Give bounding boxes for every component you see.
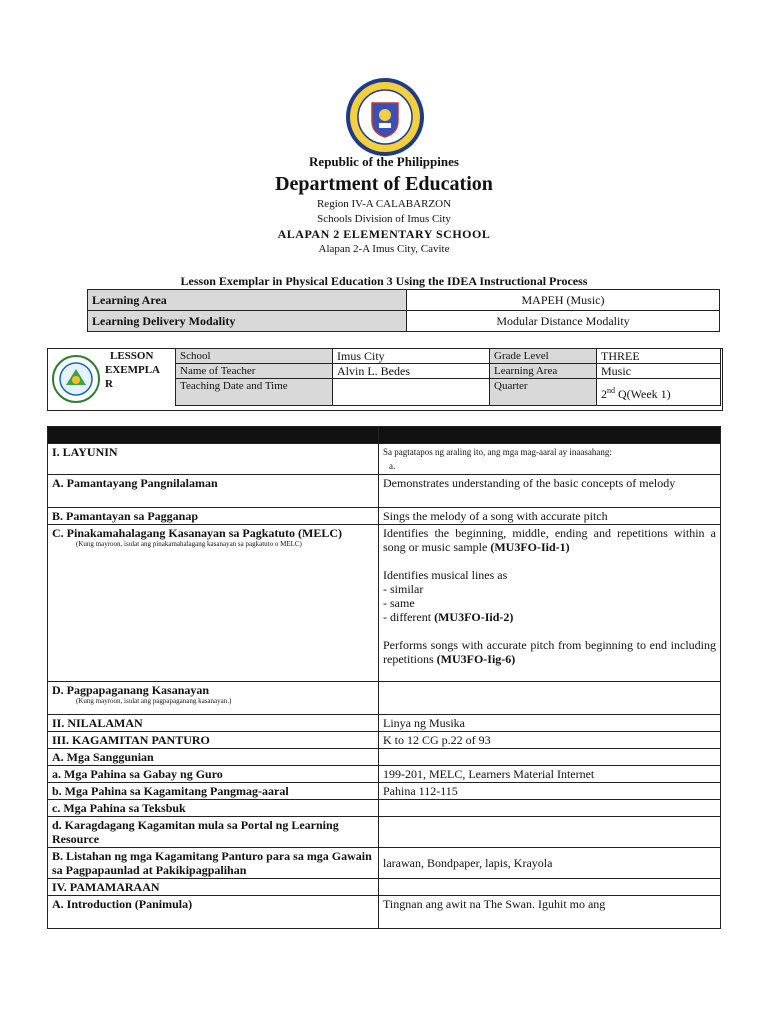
quarter-value: 2nd Q(Week 1) [597, 379, 721, 406]
teacher-label: Name of Teacher [176, 364, 333, 379]
school-logo [52, 355, 100, 403]
nilalaman-value: Linya ng Musika [379, 715, 721, 732]
melc-label: C. Pinakamahalagang Kasanayan sa Pagkatuto (MELC) (Kung mayroon, isulat ang pinakamahalagang kasanayan sa pagkatuto o MELC) [48, 525, 379, 682]
portal-value [379, 817, 721, 848]
learning-area-label: Learning Area [88, 290, 407, 311]
pamantayang-pangnilalaman-label: A. Pamantayang Pangnilalaman [48, 475, 379, 508]
division-line: Schools Division of Imus City [317, 213, 451, 225]
kagamitan-value: K to 12 CG p.22 of 93 [379, 732, 721, 749]
pamamaraan-label: IV. PAMAMARAAN [48, 879, 379, 896]
lesson-exemplar-label: LESSON EXEMPLA R [105, 350, 160, 390]
republic-heading: Republic of the Philippines [309, 154, 459, 169]
modality-label: Learning Delivery Modality [88, 311, 407, 332]
grade-label: Grade Level [490, 349, 597, 364]
grade-value: THREE [597, 349, 721, 364]
gabay-guro-label: a. Mga Pahina sa Gabay ng Guro [48, 766, 379, 783]
school-value: Imus City [333, 349, 490, 364]
teacher-value: Alvin L. Bedes [333, 364, 490, 379]
gabay-guro-value: 199-201, MELC, Learners Material Internet [379, 766, 721, 783]
school-name: ALAPAN 2 ELEMENTARY SCHOOL [277, 227, 491, 241]
school-label: School [176, 349, 333, 364]
pagpapaganang-label: D. Pagpapaganang Kasanayan (Kung mayroon, isulat ang pagpapaganang kasanayan.) [48, 682, 379, 715]
layunin-label: I. LAYUNIN [48, 444, 379, 475]
info-table [87, 289, 720, 332]
area-label: Learning Area [490, 364, 597, 379]
teksbuk-label: c. Mga Pahina sa Teksbuk [48, 800, 379, 817]
kagamitang-pangmag-aaral-value: Pahina 112-115 [379, 783, 721, 800]
document-title: Lesson Exemplar in Physical Education 3 Using the IDEA Instructional Process [180, 274, 588, 288]
listahan-value: larawan, Bondpaper, lapis, Krayola [379, 848, 721, 879]
listahan-label: B. Listahan ng mga Kagamitang Panturo para sa mga Gawain sa Pagpapaunlad at Pakikipagpalihan [48, 848, 379, 879]
sanggunian-value [379, 749, 721, 766]
introduction-value: Tingnan ang awit na The Swan. Iguhit mo ang [379, 896, 721, 929]
portal-label: d. Karagdagang Kagamitan mula sa Portal ng Learning Resource [48, 817, 379, 848]
area-value: Music [597, 364, 721, 379]
melc-note: (Kung mayroon, isulat ang pinakamahalagang kasanayan sa pagkatuto o MELC) [76, 540, 302, 548]
exemplar-table [175, 348, 721, 406]
teksbuk-value [379, 800, 721, 817]
deped-seal-logo [345, 77, 425, 157]
nilalaman-label: II. NILALAMAN [48, 715, 379, 732]
melc-value: Identifies the beginning, middle, ending and repetitions within a song or music sample (MU3FO-Iid-1) Identifies musical lines as - similar - same - different (MU3FO-Iid-2) Performs songs with accurate pitch from beginning to end including repetitions (MU3FO-Iig-6) [379, 525, 721, 682]
school-address: Alapan 2-A Imus City, Cavite [318, 243, 450, 255]
date-label: Teaching Date and Time [176, 379, 333, 406]
pagpapaganang-note: (Kung mayroon, isulat ang pagpapaganang kasanayan.) [76, 697, 232, 705]
introduction-label: A. Introduction (Panimula) [48, 896, 379, 929]
lesson-plan-table [47, 426, 721, 929]
pagpapaganang-value [379, 682, 721, 715]
department-heading: Department of Education [275, 173, 493, 195]
kagamitan-label: III. KAGAMITAN PANTURO [48, 732, 379, 749]
layunin-value: Sa pagtatapos ng araling ito, ang mga mag-aaral ay inaasahang: a. [379, 444, 721, 475]
date-value [333, 379, 490, 406]
learning-area-value: MAPEH (Music) [407, 290, 720, 311]
pamamaraan-value [379, 879, 721, 896]
sanggunian-label: A. Mga Sanggunian [48, 749, 379, 766]
kagamitang-pangmag-aaral-label: b. Mga Pahina sa Kagamitang Pangmag-aaral [48, 783, 379, 800]
pamantayang-pangnilalaman-value: Demonstrates understanding of the basic concepts of melody [379, 475, 721, 508]
pamantayan-pagganap-label: B. Pamantayan sa Pagganap [48, 508, 379, 525]
pamantayan-pagganap-value: Sings the melody of a song with accurate pitch [379, 508, 721, 525]
modality-value: Modular Distance Modality [407, 311, 720, 332]
region-line: Region IV-A CALABARZON [316, 198, 452, 210]
quarter-label: Quarter [490, 379, 597, 406]
